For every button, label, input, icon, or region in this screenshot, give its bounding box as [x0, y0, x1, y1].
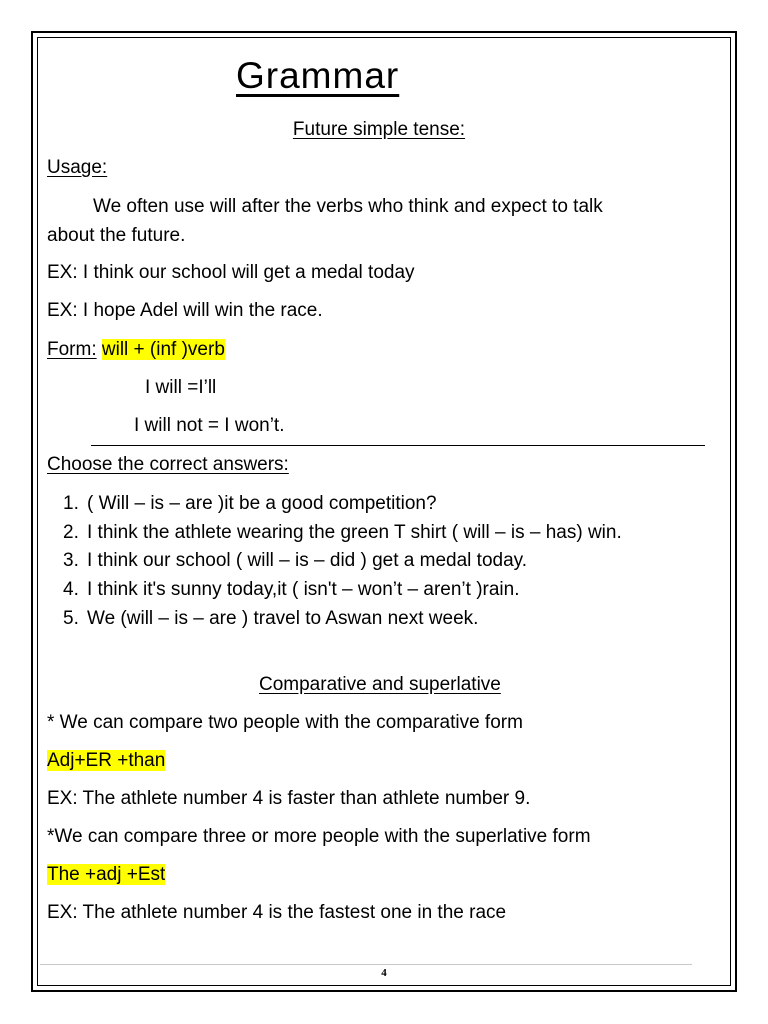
list-item: 4. I think it's sunny today,it ( isn't – won’t – aren’t )rain.: [63, 579, 520, 601]
page-number: 4: [381, 967, 387, 979]
list-item: 1. ( Will – is – are )it be a good competition?: [63, 493, 437, 514]
future-tense-heading: Future simple tense:: [292, 119, 466, 140]
list-item: 2. I think the athlete wearing the green T shirt ( will – is – has) win.: [63, 521, 622, 543]
usage-text-line2: about the future.: [47, 225, 186, 246]
comparative-form-line: [47, 749, 165, 773]
superlative-form-line: [47, 863, 165, 887]
comparative-heading: Comparative and superlative: [259, 674, 501, 695]
list-item: 3. I think our school ( will – is – did ) get a medal today.: [63, 550, 528, 572]
form-label: Form:: [47, 339, 97, 360]
comparative-example: EX: The athlete number 4 is faster than athlete number 9.: [47, 788, 531, 809]
comparative-form: Adj+ER +than: [47, 750, 166, 771]
usage-label: Usage:: [47, 157, 108, 178]
superlative-example: EX: The athlete number 4 is the fastest one in the race: [47, 902, 507, 923]
superlative-form: The +adj +Est: [47, 864, 166, 885]
exercise-heading: Choose the correct answers:: [47, 454, 289, 475]
exercise-list: [47, 490, 687, 634]
example-1: EX: I think our school will get a medal today: [47, 262, 415, 283]
list-item: 5. We (will – is – are ) travel to Aswan next week.: [63, 607, 479, 629]
contraction-will-not: I will not = I won’t.: [134, 415, 285, 436]
usage-text-line1: We often use will after the verbs who think and expect to talk: [93, 196, 603, 217]
section-divider: [91, 445, 705, 446]
form-line: [47, 338, 225, 362]
example-2: EX: I hope Adel will win the race.: [47, 300, 323, 321]
form-value: will + (inf )verb: [101, 339, 225, 360]
page-title: Grammar: [236, 55, 400, 96]
superlative-rule: *We can compare three or more people with the superlative form: [47, 826, 591, 847]
comparative-rule: * We can compare two people with the comparative form: [47, 712, 523, 733]
footer-rule: [40, 964, 692, 965]
contraction-will: I will =I’ll: [145, 377, 217, 398]
